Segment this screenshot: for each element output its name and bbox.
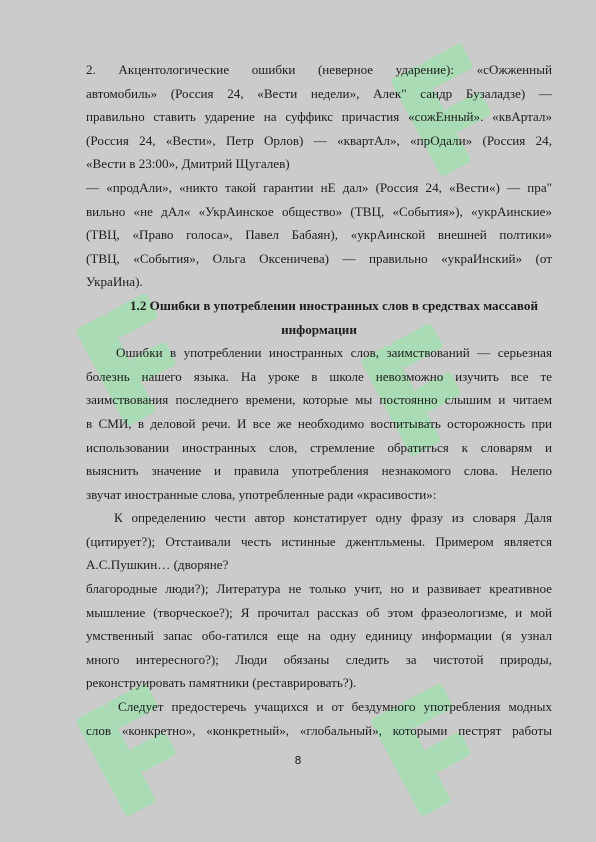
text-line: 2. Акцентологические ошибки (неверное ударение): «сОжженный (86, 62, 552, 77)
text-line: (ТВЦ, «Право голоса», Павел Бабаян), «укрАинской внешней полтики» (86, 227, 552, 243)
text-line: реконструировать памятники (реставрировать?). (86, 675, 357, 691)
text-line: вильно «не дАл« «УкрАинское общество» (ТВЦ, «События»), «укрАинские» (86, 203, 552, 219)
text-line: звучат иностранные слова, употребленные ради «красивости»: (86, 486, 437, 502)
text-line: выяснить значение и правила употребления незнакомого слова. Нелепо (86, 463, 552, 479)
text-line: мышление (творческое?); Я прочитал рассказ об этом фразеологизме, и мой (86, 604, 552, 620)
text-line: А.С.Пушкин… (дворяне? (86, 557, 229, 573)
text-line: УкраИна). (86, 274, 143, 290)
text-line: использовании иностранных слов, стремление обратиться к словарям и (86, 439, 552, 455)
text-line: (цитирует?); Отстаивали честь истинные джентльмены. Примером является (86, 533, 552, 549)
text-line: правильно ставить ударение на суффикс причастия «сожЕнный». «квАртал» (86, 109, 552, 125)
section-heading-line: информации (281, 321, 357, 337)
text-line: благородные люди?); Литература не только учит, но и развивает креативное (86, 581, 552, 597)
text-line: Ошибки в употреблении иностранных слов, заимствований — серьезная (116, 345, 552, 361)
page-number: 8 (294, 754, 302, 767)
text-line: автомобиль» (Россия 24, «Вести недели», Алек" сандр Бузаладзе) — (86, 85, 552, 101)
text-line: в СМИ, в деловой речи. И все же необходимо воспитывать осторожность при (86, 415, 552, 431)
text-line: «Вести в 23:00», Дмитрий Щугалев) (86, 156, 290, 172)
text-line: слов «конкретно», «конкретный», «глобальный», которыми пестрят работы (86, 722, 552, 738)
text-line: Следует предостеречь учащихся и от бездумного употребления модных (118, 699, 552, 715)
section-heading-line: 1.2 Ошибки в употреблении иностранных слов в средствах массавой (130, 297, 538, 313)
text-line: (ТВЦ, «События», Ольга Оксеничева) — правильно «украИнский» (от (86, 250, 552, 266)
text-line: (Россия 24, «Вести», Петр Орлов) — «квартАл», «прОдали» (Россия 24, (86, 132, 552, 148)
text-line: К определению чести автор констатирует одну фразу из словаря Даля (114, 510, 552, 526)
body-text (86, 58, 552, 742)
text-line: — «продАли», «никто такой гарантии нЕ дал» (Россия 24, «Вести«) — пра" (86, 179, 552, 195)
text-line: заимствования последнего времени, которые мы постоянно слышим и читаем (86, 392, 552, 408)
text-line: болезнь нашего языка. На уроке в школе невозможно изучить все те (86, 368, 552, 384)
text-line: умственный запас обо-гатился еще на одну единицу информации (я узнал (86, 628, 552, 644)
text-line: много интересного?); Люди обязаны следить за чистотой природы, (86, 651, 552, 667)
